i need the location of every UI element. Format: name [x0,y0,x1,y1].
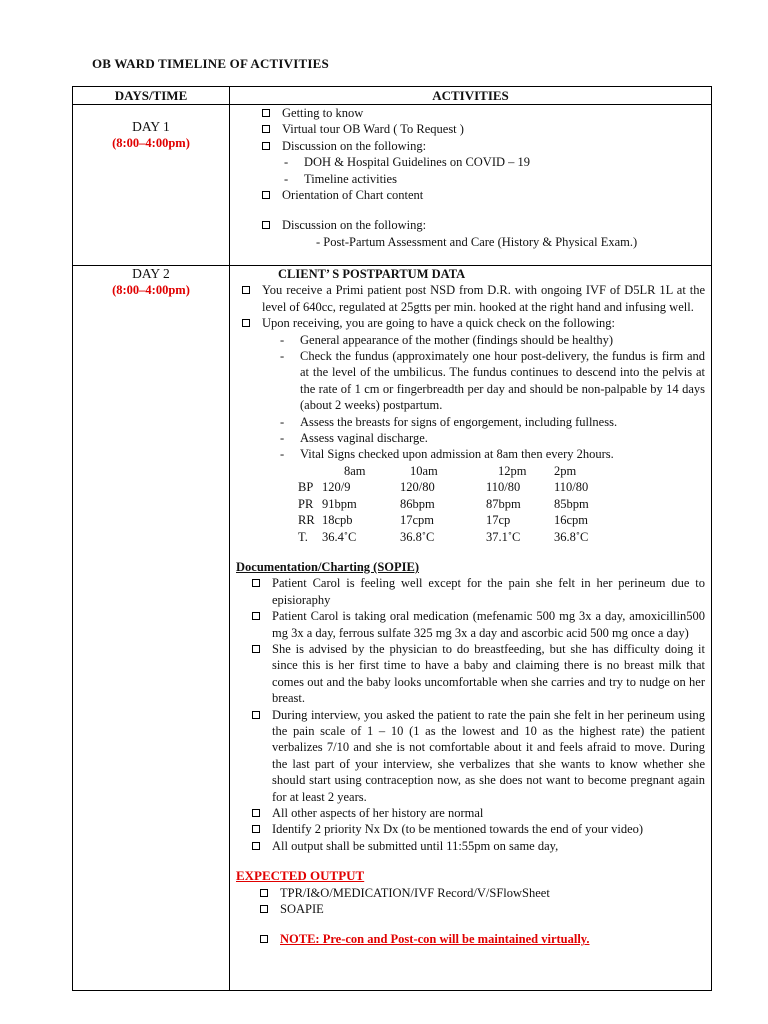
checkbox-icon [260,935,268,943]
vitals-value: 36.8˚C [554,529,589,544]
header-days-time: DAYS/TIME [73,87,230,105]
vitals-value: 36.4˚C [322,529,357,544]
checkbox-icon [262,125,270,133]
list-item: Upon receiving, you are going to have a quick check on the following: [236,315,705,331]
expected-output-heading: EXPECTED OUTPUT [236,868,365,884]
checkbox-icon [252,842,260,850]
vitals-row-temp [298,529,589,545]
sub-item: - DOH & Hospital Guidelines on COVID – 19 [236,154,705,170]
vitals-value: 85bpm [554,496,589,511]
documentation-heading: Documentation/Charting (SOPIE) [236,559,419,574]
vitals-row-pr [298,496,589,512]
sub-item: - Assess vaginal discharge. [236,430,705,446]
spacer [236,203,705,217]
vitals-time: 10am [410,463,438,478]
checkbox-icon [260,905,268,913]
list-item: Patient Carol is taking oral medication (mefenamic 500 mg 3x a day, amoxicillin500 mg 3x a day, ferrous sulfate 325 mg 3x a day and ascorbic acid 500 mg once a day) [236,608,705,641]
day2-cell [73,266,230,991]
vitals-row-rr [298,512,589,528]
list-item: During interview, you asked the patient to rate the pain she felt in her perineum using the pain scale of 1 – 10 (1 as the lowest and 10 as the highest rate) the patient verbalizes 7/10 and she is not comfortable about it and feels afraid to move. During the last part of your interview, she verbalizes that she wants to know whether she should start using contraception now, as she does not want to become pregnant again for at least 2 years. [236,707,705,805]
checkbox-icon [262,191,270,199]
list-item: Discussion on the following: [236,217,705,233]
timeline-table [72,86,712,991]
checkbox-icon [262,109,270,117]
list-item: Getting to know [236,105,705,121]
checkbox-icon [262,221,270,229]
day1-row [73,105,712,266]
list-item: All other aspects of her history are normal [236,805,705,821]
list-item: You receive a Primi patient post NSD from D.R. with ongoing IVF of D5LR 1L at the level of 640cc, regulated at 25gtts per min. hooked at the right hand and infusing well. [236,282,705,315]
vitals-label: PR [298,496,314,511]
vitals-label: BP [298,480,314,495]
list-item: Patient Carol is feeling well except for the pain she felt in her perineum due to episioraphy [236,575,705,608]
checkbox-icon [260,889,268,897]
list-item: Virtual tour OB Ward ( To Request ) [236,121,705,137]
day2-row [73,266,712,991]
vitals-value: 110/80 [486,480,521,495]
sub-item: - Vital Signs checked upon admission at 8am then every 2hours. [236,446,705,462]
vitals-row-bp [298,479,589,495]
vitals-value: 110/80 [554,480,589,495]
sub-item: - Assess the breasts for signs of engorgement, including fullness. [236,414,705,430]
document-title: OB WARD TIMELINE OF ACTIVITIES [92,56,329,71]
note-text: NOTE: Pre-con and Post-con will be maintained virtually. [280,932,590,947]
list-item: Orientation of Chart content [236,187,705,203]
day2-label: DAY 2 [132,266,170,281]
vitals-value: 37.1˚C [486,529,521,544]
vitals-value: 16cpm [554,513,589,528]
vitals-value: 120/80 [400,480,435,495]
day1-activities [230,105,712,266]
header-row [73,87,712,105]
list-item: She is advised by the physician to do breastfeeding, but she has difficulty doing it since this is her first time to have a baby and claiming there is no breast milk that comes out and the baby looks uncomfortable when she carries and try to nudge on her breast. [236,641,705,707]
spacer [236,917,705,931]
checkbox-icon [242,319,250,327]
vitals-time: 2pm [554,463,577,478]
header-activities: ACTIVITIES [230,87,712,105]
vitals-value: 91bpm [322,496,357,511]
sub-item: - Check the fundus (approximately one hour post-delivery, the fundus is firm and at the level of the umbilicus. The fundus continues to descend into the pelvis at the rate of 1 cm or fingerbreadth per day and should be non-palpable by 14 days (about 2 weeks) postpartum. [236,348,705,414]
list-item: Identify 2 priority Nx Dx (to be mentioned towards the end of your video) [236,821,705,837]
day1-time: (8:00–4:00pm) [112,136,190,150]
list-item: All output shall be submitted until 11:55pm on same day, [236,838,705,854]
day2-time: (8:00–4:00pm) [112,283,190,297]
day1-cell [73,105,230,266]
vitals-time-row [298,463,589,479]
list-item: Discussion on the following: [236,138,705,154]
vitals-value: 17cp [486,513,511,528]
vitals-time: 8am [344,463,366,478]
checkbox-icon [252,612,260,620]
day2-activities [230,266,712,991]
checkbox-icon [252,711,260,719]
section-title: CLIENT’ S POSTPARTUM DATA [278,267,466,281]
checkbox-icon [252,825,260,833]
vital-signs-table [298,463,589,545]
vitals-value: 18cpb [322,513,353,528]
vitals-label: T. [298,529,308,544]
list-item: SOAPIE [236,901,705,917]
vitals-time: 12pm [498,463,527,478]
checkbox-icon [252,809,260,817]
sub-item: - Timeline activities [236,171,705,187]
checkbox-icon [252,645,260,653]
sub-item: - General appearance of the mother (findings should be healthy) [236,332,705,348]
list-item [236,931,705,947]
checkbox-icon [252,579,260,587]
list-item: TPR/I&O/MEDICATION/IVF Record/V/SFlowSheet [236,885,705,901]
vitals-value: 17cpm [400,513,435,528]
vitals-label: RR [298,513,315,528]
checkbox-icon [242,286,250,294]
day1-label: DAY 1 [132,119,170,134]
checkbox-icon [262,142,270,150]
vitals-value: 87bpm [486,496,521,511]
vitals-value: 86bpm [400,496,435,511]
vitals-value: 36.8˚C [400,529,435,544]
vitals-value: 120/9 [322,480,351,495]
sub-item: - Post-Partum Assessment and Care (History & Physical Exam.) [316,234,638,249]
